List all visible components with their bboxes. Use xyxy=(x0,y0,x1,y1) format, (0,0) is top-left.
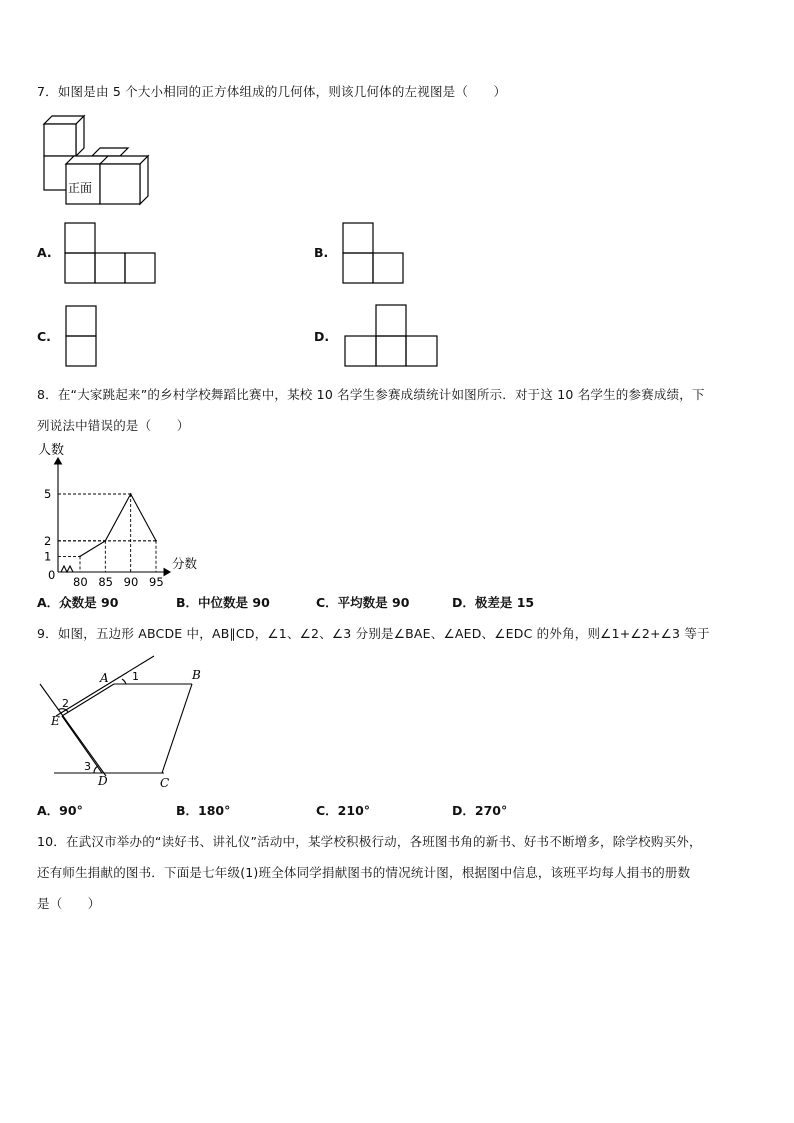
q8-option-c: C．平均数是 90 xyxy=(316,595,410,610)
q7-front-label: 正面 xyxy=(68,181,93,195)
q7-option-d-label: D. xyxy=(314,329,330,344)
q9-label-a: A xyxy=(100,671,109,685)
q10-line2: 还有师生捐献的图书．下面是七年级(1)班全体同学捐献图书的情况统计图，根据图中信息，该班平均每人捐书的册数 xyxy=(37,865,691,880)
q8-option-d: D．极差是 15 xyxy=(452,595,535,610)
q8-series-line xyxy=(80,494,156,556)
q8-y-tick-label: 2 xyxy=(44,533,52,548)
q7-option-c-figure xyxy=(65,305,99,369)
q7-stem: 7．如图是由 5 个大小相同的正方体组成的几何体，则该几何体的左视图是（ ） xyxy=(37,84,507,99)
q8-y-tick-label: 5 xyxy=(44,487,52,501)
q7-option-a-figure xyxy=(64,222,158,284)
q8-ylabel: 人数 xyxy=(38,443,65,458)
q7-option-d-figure xyxy=(344,304,440,368)
q9-label-c: C xyxy=(160,776,170,790)
q8-origin-label: 0 xyxy=(48,568,56,582)
q8-data-point xyxy=(155,540,157,542)
q7-option-b-figure xyxy=(342,222,406,284)
q9-label-b: B xyxy=(192,668,201,682)
q9-option-c: C．210° xyxy=(316,803,371,818)
q8-axes xyxy=(58,458,170,572)
q9-label-d: D xyxy=(98,774,108,788)
q7-option-a-label: A. xyxy=(37,245,52,260)
q7-solid-figure xyxy=(36,112,156,208)
q8-x-tick-label: 85 xyxy=(98,575,113,586)
q8-line-chart xyxy=(34,438,214,586)
q8-option-b: B．中位数是 90 xyxy=(176,595,270,610)
q9-option-a: A．90° xyxy=(37,803,83,818)
q8-x-tick-label: 95 xyxy=(149,575,164,586)
q8-stem-line1: 8．在“大家跳起来”的乡村学校舞蹈比赛中，某校 10 名学生参赛成绩统计如图所示．对于这 10 名学生的参赛成绩，下 xyxy=(37,387,705,402)
q8-data-point xyxy=(79,556,81,558)
q10-line3: 是（ ） xyxy=(37,896,101,911)
q8-x-tick-label: 90 xyxy=(123,575,139,586)
q8-option-a: A．众数是 90 xyxy=(37,595,119,610)
q10-line1: 10．在武汉市举办的“读好书、讲礼仪”活动中，某学校积极行动，各班图书角的新书、好书不断增多，除学校购买外， xyxy=(37,834,702,849)
q9-angle-1: 1 xyxy=(132,670,139,683)
q8-xlabel: 分数 xyxy=(172,556,198,571)
q9-label-e: E xyxy=(51,714,60,728)
q9-angle-2: 2 xyxy=(62,697,69,710)
q7-option-c-label: C. xyxy=(37,329,51,344)
q9-option-b: B．180° xyxy=(176,803,231,818)
q9-angle-3: 3 xyxy=(84,760,91,773)
q8-data-point xyxy=(130,493,132,495)
q8-data-point xyxy=(104,540,106,542)
q9-pentagon-figure xyxy=(34,652,224,792)
q9-stem: 9．如图，五边形 ABCDE 中，AB∥CD，∠1、∠2、∠3 分别是∠BAE、∠AED、∠EDC 的外角，则∠1+∠2+∠3 等于 xyxy=(37,626,710,641)
q7-option-b-label: B. xyxy=(314,245,329,260)
q8-y-tick-label: 1 xyxy=(44,549,52,564)
q9-option-d: D．270° xyxy=(452,803,508,818)
q8-stem-line2: 列说法中错误的是（ ） xyxy=(37,418,190,433)
q8-x-tick-label: 80 xyxy=(73,575,88,586)
